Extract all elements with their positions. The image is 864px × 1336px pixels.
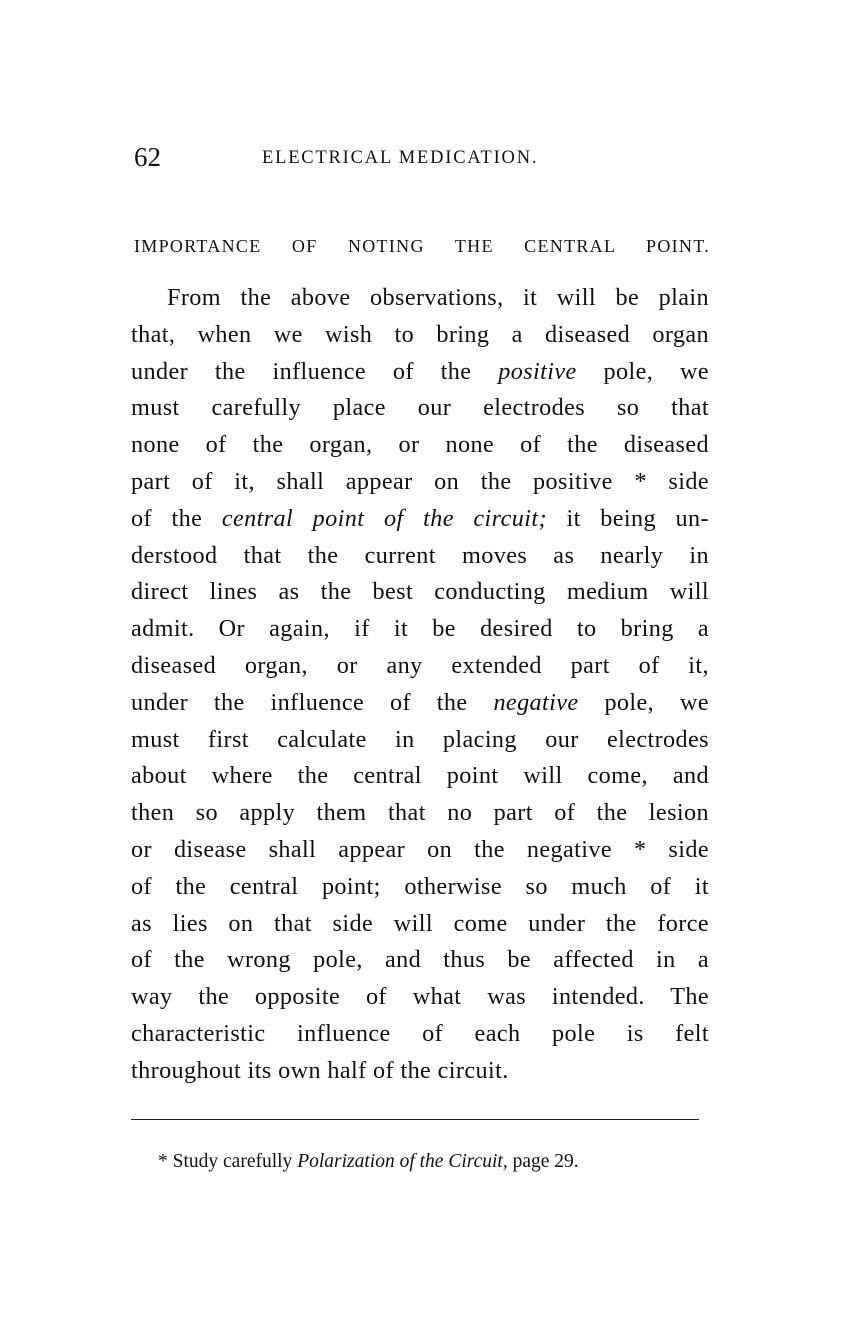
section-heading: IMPORTANCE OF NOTING THE CENTRAL POINT.	[134, 236, 710, 256]
text-line: of the central point; otherwise so much of it	[131, 872, 709, 900]
body-paragraph	[131, 280, 709, 1090]
text-line: derstood that the current moves as nearly in	[131, 541, 709, 569]
footnote-divider	[131, 1119, 699, 1120]
text-line: under the influence of the positive pole, we	[131, 357, 709, 385]
text-line: under the influence of the negative pole, we	[131, 688, 709, 716]
footnote: * Study carefully Polarization of the Circuit, page 29.	[158, 1151, 579, 1172]
footnote-italic-title: Polarization of the Circuit,	[297, 1151, 508, 1172]
text-line: admit. Or again, if it be desired to bring a	[131, 615, 709, 643]
italic-negative: negative	[493, 688, 579, 716]
text-line: or disease shall appear on the negative * side	[131, 835, 709, 863]
footnote-marker: *	[158, 1151, 173, 1172]
text-line: direct lines as the best conducting medium will	[131, 578, 709, 606]
text-line: about where the central point will come, and	[131, 762, 709, 790]
running-title: ELECTRICAL MEDICATION.	[262, 148, 539, 168]
text-line: must carefully place our electrodes so that	[131, 394, 709, 422]
text-line: characteristic influence of each pole is felt	[131, 1019, 709, 1047]
text-line: must first calculate in placing our electrodes	[131, 725, 709, 753]
text-line: then so apply them that no part of the lesion	[131, 799, 709, 827]
text-line: diseased organ, or any extended part of it,	[131, 651, 709, 679]
text-line: of the wrong pole, and thus be affected in a	[131, 946, 709, 974]
text-line: way the opposite of what was intended. The	[131, 983, 709, 1011]
page-number: 62	[134, 142, 161, 172]
text-line: none of the organ, or none of the diseased	[131, 431, 709, 459]
italic-central-point: central point of the circuit;	[221, 504, 547, 532]
text-line: throughout its own half of the circuit.	[131, 1056, 509, 1084]
text-line: From the above observations, it will be plain	[167, 284, 709, 311]
text-line: as lies on that side will come under the force	[131, 909, 709, 937]
text-line: that, when we wish to bring a diseased organ	[131, 320, 709, 348]
text-line: part of it, shall appear on the positive * side	[131, 467, 709, 495]
italic-positive: positive	[498, 357, 577, 385]
text-line: of the central point of the circuit; it being un-	[131, 504, 709, 532]
